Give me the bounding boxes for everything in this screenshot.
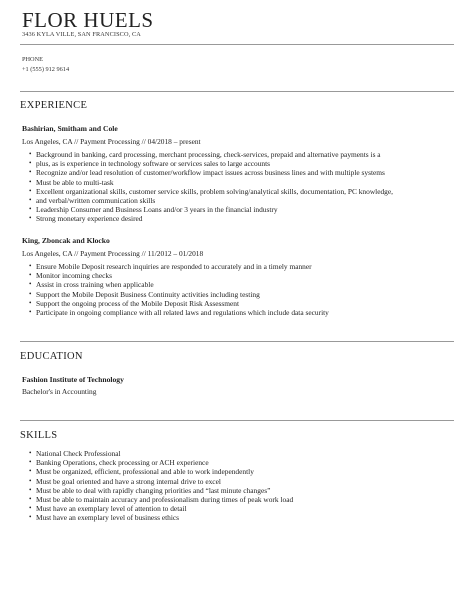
section-divider bbox=[20, 91, 454, 92]
phone-label: PHONE bbox=[22, 56, 43, 63]
job-company: Bashirian, Smitham and Cole bbox=[22, 124, 118, 133]
skill-item: • Must be able to deal with rapidly changing priorities and “last minute changes” bbox=[29, 486, 449, 495]
address: 3436 KYLA VILLE, SAN FRANCISCO, CA bbox=[22, 31, 141, 38]
list-item: • Assist in cross training when applicable bbox=[29, 280, 449, 289]
skill-item: • Must have an exemplary level of business ethics bbox=[29, 513, 449, 522]
job-meta: Los Angeles, CA // Payment Processing // 04/2018 – present bbox=[22, 137, 201, 146]
education-school: Fashion Institute of Technology bbox=[22, 375, 124, 384]
list-item: • Leadership Consumer and Business Loans and/or 3 years in the financial industry bbox=[29, 205, 449, 214]
list-item: • Excellent organizational skills, customer service skills, problem solving/analytical skills, documentation, PC knowledge, bbox=[29, 187, 449, 196]
skill-item: • National Check Professional bbox=[29, 449, 449, 458]
header-divider bbox=[20, 44, 454, 45]
section-title-skills: SKILLS bbox=[20, 430, 58, 441]
list-item: • Support the Mobile Deposit Business Continuity activities including testing bbox=[29, 290, 449, 299]
section-divider bbox=[20, 420, 454, 421]
list-item: • Background in banking, card processing, merchant processing, check-services, prepaid and alternative payments is a bbox=[29, 150, 449, 159]
list-item: • Strong monetary experience desired bbox=[29, 214, 449, 223]
list-item: • Support the ongoing process of the Mobile Deposit Risk Assessment bbox=[29, 299, 449, 308]
skills-list bbox=[29, 449, 449, 523]
skill-item: • Must be able to maintain accuracy and professionalism during times of peak work load bbox=[29, 495, 449, 504]
skill-item: • Must be organized, efficient, professional and able to work independently bbox=[29, 467, 449, 476]
list-item: • Ensure Mobile Deposit research inquiries are responded to accurately and in a timely manner bbox=[29, 262, 449, 271]
phone-number: +1 (555) 912 9614 bbox=[22, 66, 70, 73]
skill-item: • Must be goal oriented and have a strong internal drive to excel bbox=[29, 477, 449, 486]
list-item-continuation: • and verbal/written communication skills bbox=[29, 196, 449, 205]
job-bullets bbox=[29, 150, 449, 224]
list-item: • Must be able to multi-task bbox=[29, 178, 449, 187]
skill-item: • Must have an exemplary level of attention to detail bbox=[29, 504, 449, 513]
list-item: • Participate in ongoing compliance with all related laws and regulations which include data security bbox=[29, 308, 449, 317]
section-title-education: EDUCATION bbox=[20, 351, 83, 362]
skill-item: • Banking Operations, check processing or ACH experience bbox=[29, 458, 449, 467]
list-item-continuation: • plus, as is experience in technology software or services sales to large accounts bbox=[29, 159, 449, 168]
list-item: • Monitor incoming checks bbox=[29, 271, 449, 280]
resume-name: FLOR HUELS bbox=[22, 8, 154, 32]
section-title-experience: EXPERIENCE bbox=[20, 100, 88, 111]
education-degree: Bachelor's in Accounting bbox=[22, 387, 97, 396]
section-divider bbox=[20, 341, 454, 342]
list-item: • Recognize and/or lead resolution of customer/workflow impact issues across business lines and with multiple systems bbox=[29, 168, 449, 177]
job-company: King, Zboncak and Klocko bbox=[22, 236, 110, 245]
job-meta: Los Angeles, CA // Payment Processing // 11/2012 – 01/2018 bbox=[22, 249, 204, 258]
job-bullets bbox=[29, 262, 449, 317]
